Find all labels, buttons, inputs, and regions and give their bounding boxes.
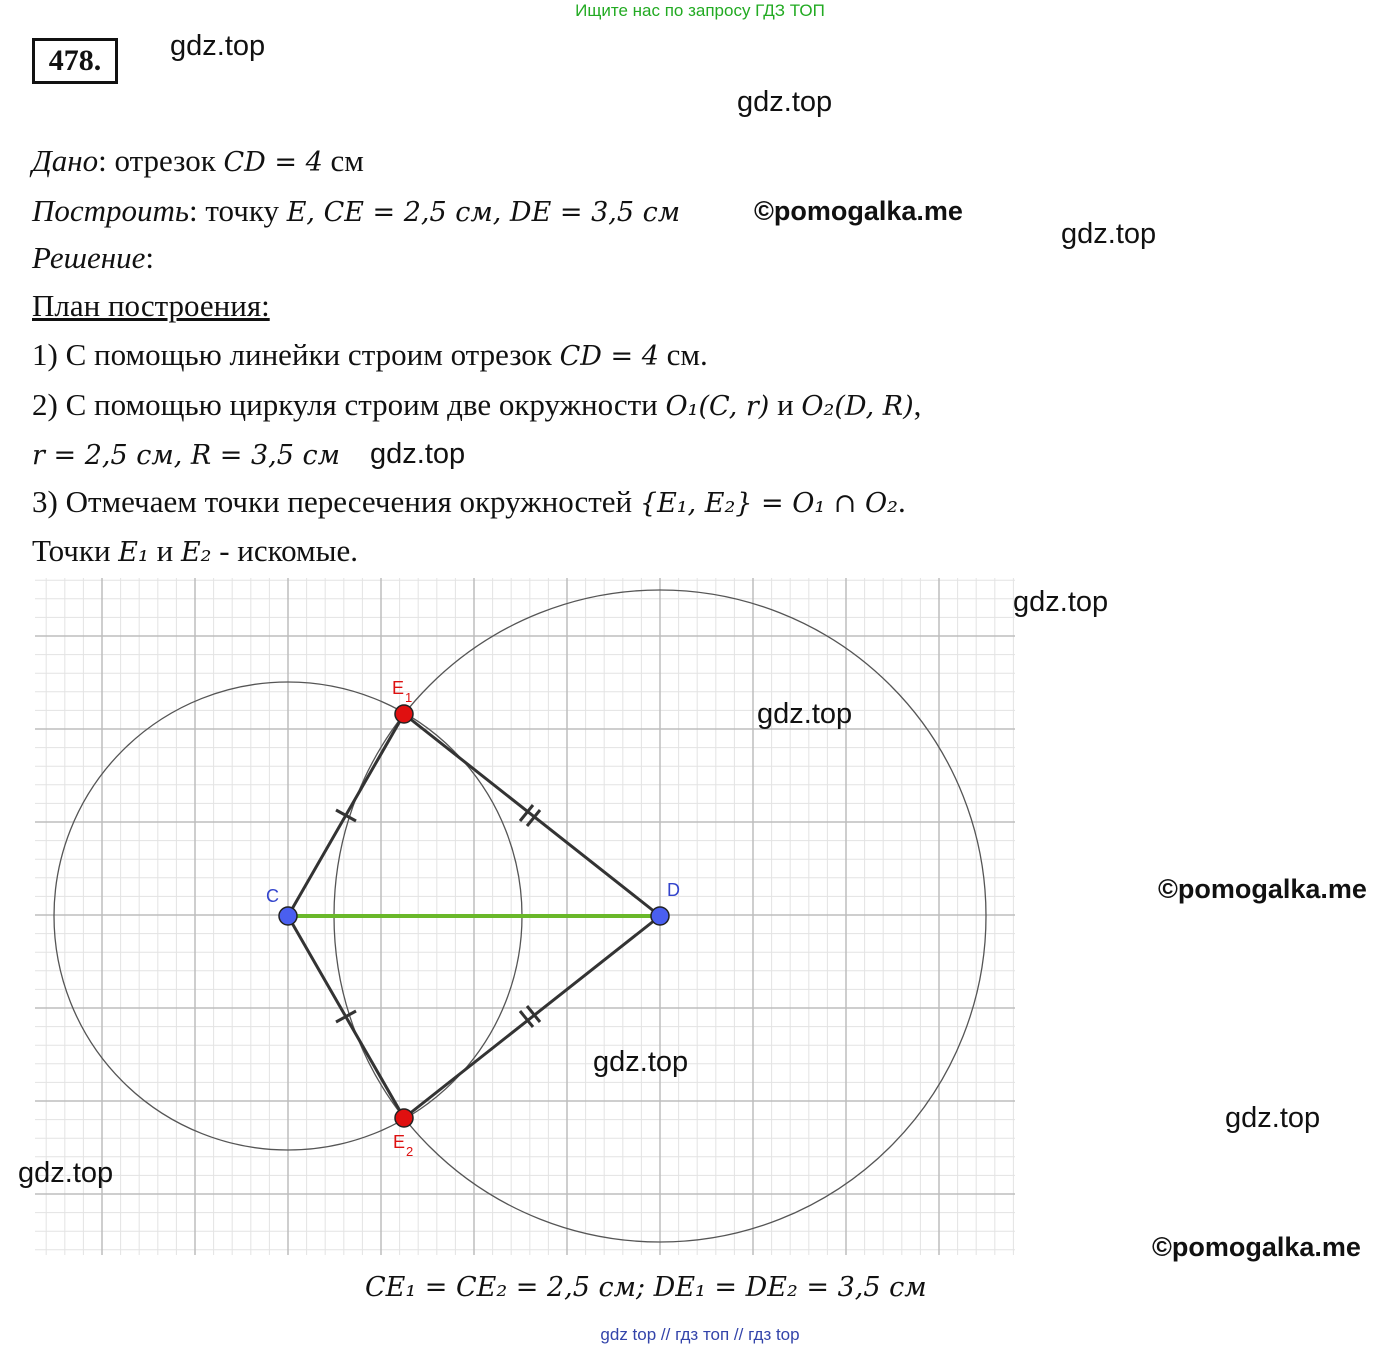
bottom-banner: gdz top // гдз топ // гдз top xyxy=(600,1325,800,1344)
conclusion-and: и xyxy=(148,533,181,568)
conclusion-e1: E₁ xyxy=(118,537,149,568)
label-c: C xyxy=(266,886,279,906)
step-3-text: 3) Отмечаем точки пересечения окружностей xyxy=(32,484,640,519)
watermark-pomogalka: ©pomogalka.me xyxy=(754,196,963,226)
step-2-text: 2) С помощью циркуля строим две окружности xyxy=(32,387,666,422)
step-2-math-1: O₁(C, r) xyxy=(665,391,770,422)
step-2-math-2: O₂(D, R) xyxy=(801,391,914,422)
step-2-end: , xyxy=(913,387,922,422)
step-2 xyxy=(32,387,921,423)
tick-ce2 xyxy=(336,1011,356,1022)
conclusion-prefix: Точки xyxy=(32,533,119,568)
given-math: CD = 4 xyxy=(223,147,323,178)
problem-number: 478. xyxy=(32,38,118,84)
step-3-math: {E₁, E₂} = O₁ ∩ O₂ xyxy=(639,488,898,519)
given-line xyxy=(32,143,364,179)
watermark-gdz: gdz.top xyxy=(170,30,266,62)
conclusion-e2: E₂ xyxy=(180,537,212,568)
conclusion xyxy=(32,533,358,569)
watermark-gdz: gdz.top xyxy=(1061,218,1157,250)
watermark-pomogalka: ©pomogalka.me xyxy=(1158,874,1367,904)
step-2b-math: r = 2,5 см, R = 3,5 см xyxy=(32,440,341,471)
build-math: E, CE = 2,5 см, DE = 3,5 см xyxy=(286,197,681,228)
conclusion-suffix: - искомые. xyxy=(211,533,359,568)
label-e2: E xyxy=(393,1132,406,1152)
label-e1: E xyxy=(392,678,405,698)
point-e1 xyxy=(395,705,413,723)
step-1-end: см. xyxy=(658,337,708,372)
watermark-gdz: gdz.top xyxy=(757,698,853,730)
point-e2 xyxy=(395,1109,413,1127)
watermark-pomogalka: ©pomogalka.me xyxy=(1152,1232,1361,1262)
label-d: D xyxy=(667,880,680,900)
given-text: : отрезок xyxy=(98,143,224,178)
solution-colon: : xyxy=(145,240,154,275)
answer xyxy=(365,1268,927,1304)
construction-figure xyxy=(0,570,1400,1270)
build-line xyxy=(32,193,680,229)
step-1 xyxy=(32,337,708,373)
watermark-gdz: gdz.top xyxy=(1225,1102,1321,1134)
step-3 xyxy=(32,484,906,520)
tick-ce1 xyxy=(336,810,356,821)
step-3-end: . xyxy=(897,484,906,519)
plan-title: План построения: xyxy=(32,288,270,323)
point-c xyxy=(279,907,297,925)
watermark-gdz: gdz.top xyxy=(370,438,466,470)
build-label: Построить xyxy=(32,193,190,228)
label-e1-sub: 1 xyxy=(405,690,413,705)
step-1-math: CD = 4 xyxy=(559,341,659,372)
top-banner: Ищите нас по запросу ГДЗ ТОП xyxy=(575,1,825,20)
point-d xyxy=(651,907,669,925)
solution-line xyxy=(32,240,154,276)
answer-math: CE₁ = CE₂ = 2,5 см; DE₁ = DE₂ = 3,5 см xyxy=(365,1272,927,1303)
solution-label: Решение xyxy=(32,240,146,275)
point-labels xyxy=(266,678,680,1159)
step-2b xyxy=(32,436,340,472)
step-2-and: и xyxy=(769,387,802,422)
segment-de1 xyxy=(404,714,660,916)
watermark-gdz: gdz.top xyxy=(18,1157,114,1189)
given-label: Дано xyxy=(32,143,99,178)
build-text: : точку xyxy=(189,193,287,228)
given-unit: см xyxy=(322,143,364,178)
watermark-gdz: gdz.top xyxy=(737,86,833,118)
step-1-text: 1) С помощью линейки строим отрезок xyxy=(32,337,560,372)
watermark-gdz: gdz.top xyxy=(1013,586,1109,618)
label-e2-sub: 2 xyxy=(406,1144,414,1159)
segment-de2 xyxy=(404,916,660,1118)
watermark-gdz: gdz.top xyxy=(593,1046,689,1078)
